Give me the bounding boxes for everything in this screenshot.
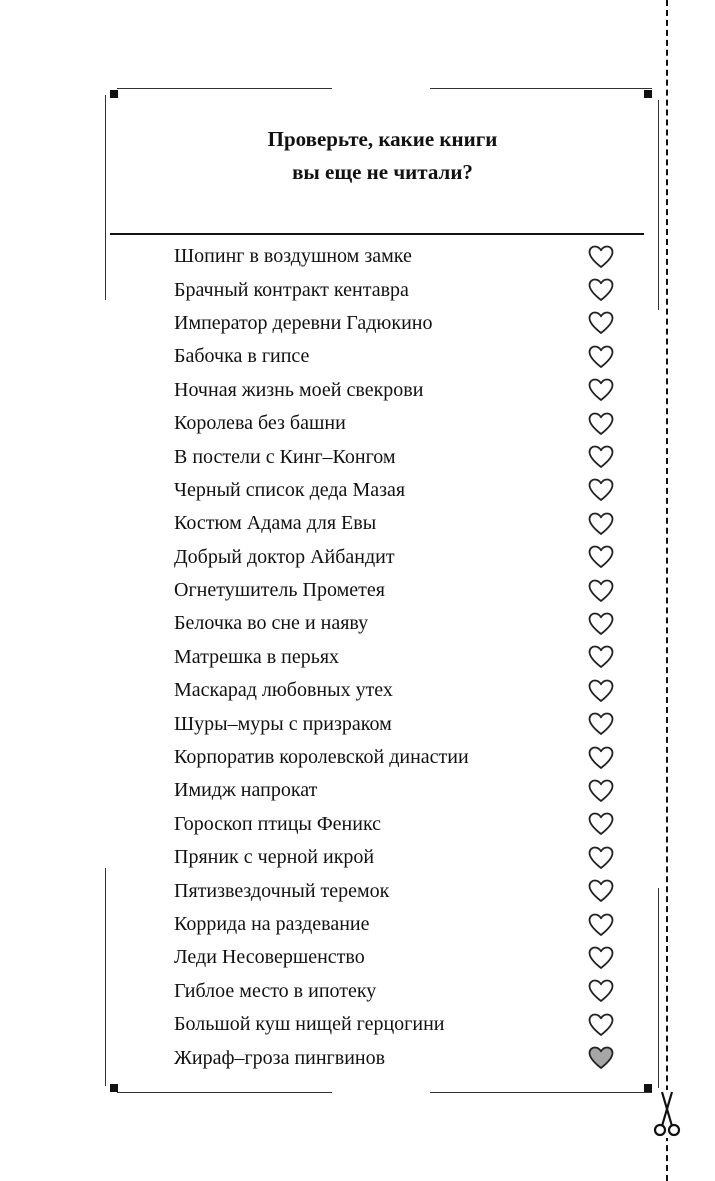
heart-icon[interactable] xyxy=(588,679,614,703)
heart-icon[interactable] xyxy=(588,311,614,335)
book-title: Шопинг в воздушном замке xyxy=(174,245,412,268)
frame-left-upper-edge xyxy=(105,95,106,300)
title-line-2: вы еще не читали? xyxy=(292,160,473,184)
book-title: Имидж напрокат xyxy=(174,779,318,802)
heart-icon[interactable] xyxy=(588,345,614,369)
book-title: Гороскоп птицы Феникс xyxy=(174,812,382,835)
book-title: Бабочка в гипсе xyxy=(174,345,310,368)
book-title: Белочка во сне и наяву xyxy=(174,612,369,635)
corner-mark-top-left xyxy=(110,90,118,98)
book-title: Черный список деда Мазая xyxy=(174,478,406,501)
book-title: Леди Несовершенство xyxy=(174,946,365,969)
frame-right-lower-edge xyxy=(658,888,659,1088)
book-title: Гиблое место в ипотеку xyxy=(174,979,377,1002)
heart-icon[interactable] xyxy=(588,545,614,569)
book-row xyxy=(174,1041,614,1074)
heart-icon[interactable] xyxy=(588,445,614,469)
book-row xyxy=(174,641,614,674)
book-row xyxy=(174,908,614,941)
heart-icon[interactable] xyxy=(588,478,614,502)
book-title: Пятизвездочный теремок xyxy=(174,879,390,902)
page-title xyxy=(110,123,655,189)
title-divider xyxy=(110,233,644,235)
heart-icon[interactable] xyxy=(588,579,614,603)
book-title: Добрый доктор Айбандит xyxy=(174,545,395,568)
heart-icon[interactable] xyxy=(588,1013,614,1037)
book-title: Корпоратив королевской династии xyxy=(174,746,469,769)
book-checklist xyxy=(174,240,614,1075)
book-row xyxy=(174,474,614,507)
book-title: Жираф–гроза пингвинов xyxy=(174,1046,386,1069)
book-row xyxy=(174,1008,614,1041)
book-row xyxy=(174,507,614,540)
book-row xyxy=(174,707,614,740)
book-title: Пряник с черной икрой xyxy=(174,846,375,869)
heart-icon[interactable] xyxy=(588,1046,614,1070)
book-row xyxy=(174,374,614,407)
book-row xyxy=(174,808,614,841)
title-line-1: Проверьте, какие книги xyxy=(267,127,498,151)
book-title: Ночная жизнь моей свекрови xyxy=(174,378,424,401)
heart-icon[interactable] xyxy=(588,512,614,536)
heart-icon[interactable] xyxy=(588,913,614,937)
heart-icon[interactable] xyxy=(588,879,614,903)
book-row xyxy=(174,674,614,707)
heart-icon[interactable] xyxy=(588,779,614,803)
heart-icon[interactable] xyxy=(588,946,614,970)
heart-icon[interactable] xyxy=(588,612,614,636)
heart-icon[interactable] xyxy=(588,746,614,770)
heart-icon[interactable] xyxy=(588,412,614,436)
heart-icon[interactable] xyxy=(588,245,614,269)
book-row xyxy=(174,975,614,1008)
corner-mark-top-right xyxy=(644,90,652,98)
frame-left-lower-edge xyxy=(105,868,106,1086)
book-title: Матрешка в перьях xyxy=(174,645,340,668)
book-title: Костюм Адама для Евы xyxy=(174,512,377,535)
corner-mark-bottom-left xyxy=(110,1084,118,1092)
book-row xyxy=(174,841,614,874)
frame-top-left-edge xyxy=(117,88,332,89)
heart-icon[interactable] xyxy=(588,979,614,1003)
heart-icon[interactable] xyxy=(588,645,614,669)
book-title: Император деревни Гадюкино xyxy=(174,311,433,334)
book-title: Большой куш нищей герцогини xyxy=(174,1013,445,1036)
book-title: Брачный контракт кентавра xyxy=(174,278,409,301)
book-title: Огнетушитель Прометея xyxy=(174,579,385,602)
book-title: В постели с Кинг–Конгом xyxy=(174,445,396,468)
book-row xyxy=(174,741,614,774)
book-row xyxy=(174,273,614,306)
corner-mark-bottom-right xyxy=(644,1084,652,1092)
frame-bottom-right-edge xyxy=(430,1092,652,1093)
heart-icon[interactable] xyxy=(588,812,614,836)
frame-right-upper-edge xyxy=(658,100,659,310)
book-row xyxy=(174,340,614,373)
scissors-icon xyxy=(652,1090,682,1138)
book-title: Шуры–муры с призраком xyxy=(174,712,392,735)
book-row xyxy=(174,574,614,607)
heart-icon[interactable] xyxy=(588,278,614,302)
book-title: Королева без башни xyxy=(174,412,346,435)
book-row xyxy=(174,607,614,640)
frame-top-right-edge xyxy=(430,88,652,89)
book-row xyxy=(174,307,614,340)
book-row xyxy=(174,407,614,440)
book-row xyxy=(174,874,614,907)
book-row xyxy=(174,774,614,807)
book-row xyxy=(174,941,614,974)
heart-icon[interactable] xyxy=(588,378,614,402)
heart-icon[interactable] xyxy=(588,712,614,736)
book-title: Коррида на раздевание xyxy=(174,913,370,935)
book-row xyxy=(174,440,614,473)
frame-bottom-left-edge xyxy=(117,1092,332,1093)
book-row xyxy=(174,240,614,273)
heart-icon[interactable] xyxy=(588,846,614,870)
book-row xyxy=(174,541,614,574)
book-title: Маскарад любовных утех xyxy=(174,679,393,702)
